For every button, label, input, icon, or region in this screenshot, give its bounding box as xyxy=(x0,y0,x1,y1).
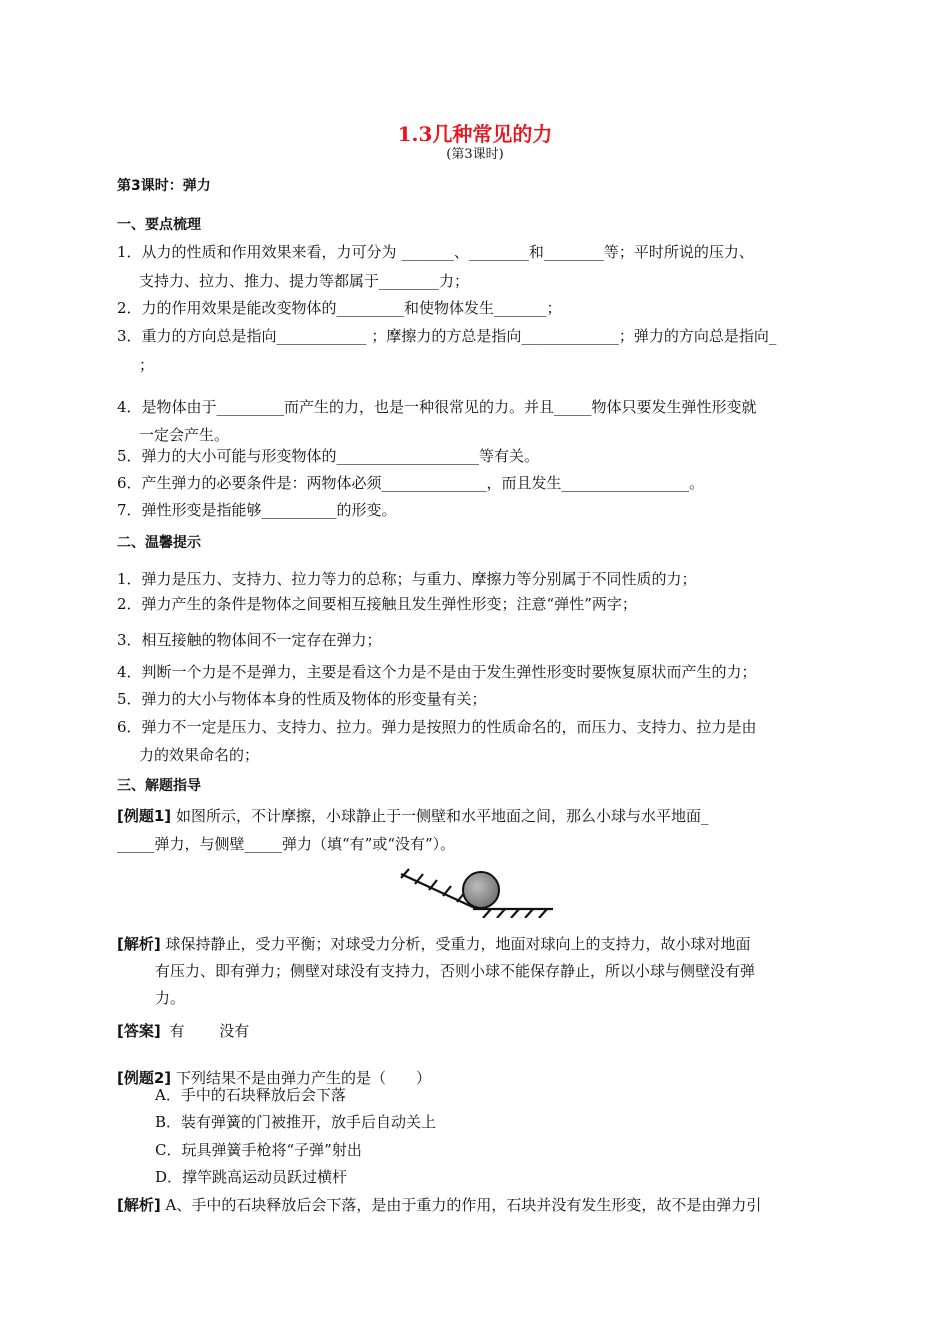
ball-wall-figure xyxy=(395,862,555,918)
section2-heading: 二、温馨提示 xyxy=(117,535,201,551)
example2-tag: [例题2] xyxy=(117,1069,172,1087)
s2-line-6: 6．弹力不一定是压力、支持力、拉力。弹力是按照力的性质命名的，而压力、支持力、拉力是由 xyxy=(117,718,757,736)
section1-heading: 一、要点梳理 xyxy=(117,217,201,233)
analysis2-line xyxy=(117,1195,761,1215)
answer1-line xyxy=(117,1021,249,1041)
analysis2-text: A、手中的石块释放后会下落，是由于重力的作用，石块并没有发生形变，故不是由弹力引 xyxy=(165,1196,762,1214)
s1-line-3: 3．重力的方向总是指向____________ ；摩擦力的方总是指向_____________；弹力的方向总是指向_ xyxy=(117,327,777,345)
analysis1-line-1 xyxy=(117,934,751,954)
page-title: 1.3几种常见的力 xyxy=(397,122,553,146)
example1-text: 如图所示，不计摩擦，小球静止于一侧壁和水平地面之间，那么小球与水平地面_ xyxy=(175,807,709,825)
analysis1-line-2: 有压力、即有弹力；侧壁对球没有支持力，否则小球不能保存静止，所以小球与侧壁没有弹 xyxy=(155,962,756,980)
option-d: D．撑竿跳高运动员跃过横杆 xyxy=(155,1168,348,1186)
analysis1-line-3: 力。 xyxy=(155,989,186,1007)
option-b: B．装有弹簧的门被推开，放手后自动关上 xyxy=(155,1113,437,1131)
s1-line-4: 4．是物体由于_________而产生的力，也是一种很常见的力。并且_____物体只要发生弹性形变就 xyxy=(117,398,757,416)
s1-line-6: 6．产生弹力的必要条件是：两物体必须______________，而且发生_________________。 xyxy=(117,474,705,492)
s1-line-5: 5．弹力的大小可能与形变物体的___________________等有关。 xyxy=(117,447,540,465)
example1-tag: [例题1] xyxy=(117,807,172,825)
s2-line-1: 1．弹力是压力、支持力、拉力等力的总称；与重力、摩擦力等分别属于不同性质的力； xyxy=(117,570,697,588)
s1-line-1b: 支持力、拉力、推力、提力等都属于________力； xyxy=(139,272,470,290)
option-a: A．手中的石块释放后会下落 xyxy=(155,1086,346,1104)
s1-line-3b: ； xyxy=(139,356,155,374)
s2-line-5: 5．弹力的大小与物体本身的性质及物体的形变量有关； xyxy=(117,690,487,708)
answer1-second: 没有 xyxy=(219,1022,250,1040)
example2-question: 下列结果不是由弹力产生的是（ ） xyxy=(175,1069,431,1087)
ball xyxy=(463,872,499,908)
analysis1-tag: [解析] xyxy=(117,935,161,953)
example1-line-2: _____弹力，与侧壁_____弹力（填“有”或“没有”）。 xyxy=(117,835,456,853)
lesson-heading: 第3课时：弹力 xyxy=(117,178,211,194)
s1-line-7: 7．弹性形变是指能够__________的形变。 xyxy=(117,501,397,519)
s1-line-4b: 一定会产生。 xyxy=(139,426,230,444)
s2-line-2: 2．弹力产生的条件是物体之间要相互接触且发生弹性形变；注意“弹性”两字； xyxy=(117,595,637,613)
s1-line-1: 1．从力的性质和作用效果来看，力可分为 _______、________和________等；平时所说的压力、 xyxy=(117,243,754,261)
s1-line-2: 2．力的作用效果是能改变物体的_________和使物体发生_______； xyxy=(117,299,562,317)
example1-line-1 xyxy=(117,806,708,826)
s2-line-3: 3．相互接触的物体间不一定存在弹力； xyxy=(117,631,382,649)
option-c: C．玩具弹簧手枪将“子弹”射出 xyxy=(155,1141,362,1159)
s2-line-4: 4．判断一个力是不是弹力，主要是看这个力是不是由于发生弹性形变时要恢复原状而产生的力； xyxy=(117,663,757,681)
page-subtitle: (第3课时) xyxy=(446,147,504,162)
answer1-tag: [答案] xyxy=(117,1022,161,1040)
analysis2-tag: [解析] xyxy=(117,1196,161,1214)
s2-line-6b: 力的效果命名的； xyxy=(139,746,260,764)
analysis1-text: 球保持静止，受力平衡；对球受力分析，受重力，地面对球向上的支持力，故小球对地面 xyxy=(165,935,751,953)
answer1-first: 有 xyxy=(169,1022,185,1040)
section3-heading: 三、解题指导 xyxy=(117,778,201,794)
ground-surface xyxy=(473,909,553,918)
